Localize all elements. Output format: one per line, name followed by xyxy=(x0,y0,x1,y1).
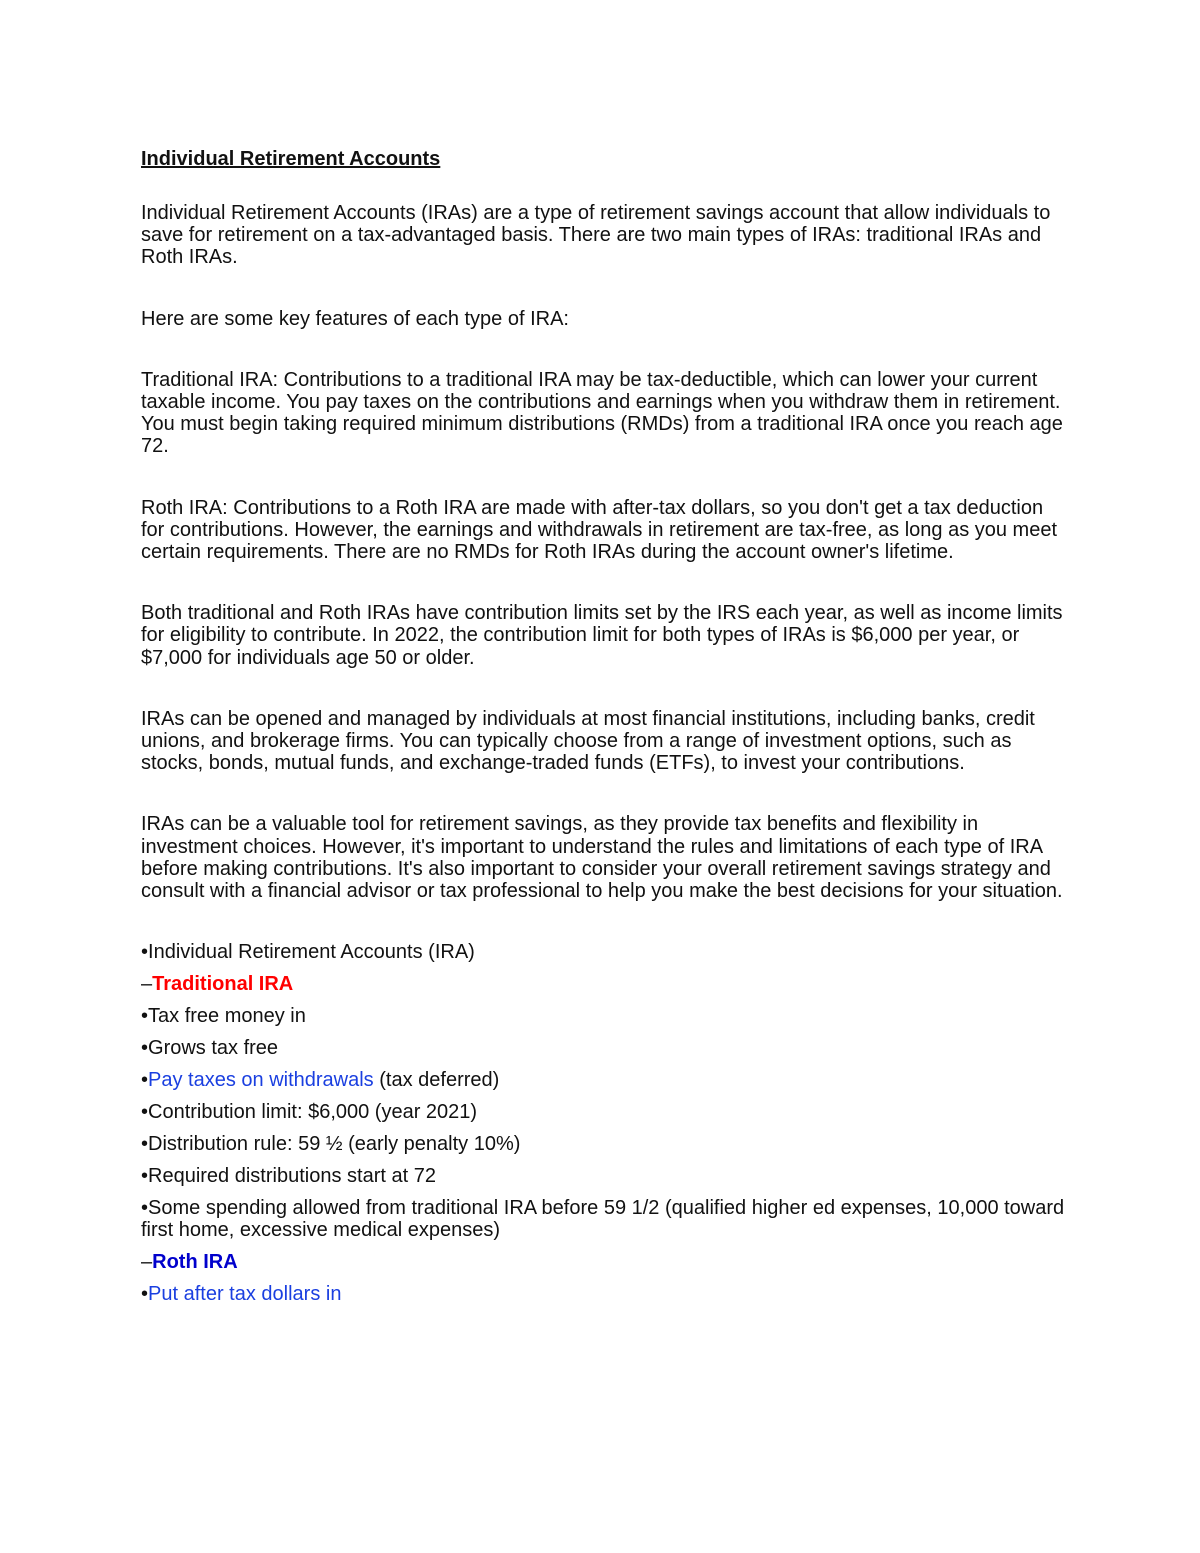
paragraph-conclusion: IRAs can be a valuable tool for retirement savings, as they provide tax benefits and flexibility in investment choices. However, it's important to understand the rules and limitations of each type of IRA before making contributions. It's also important to consider your overall retirement savings strategy and consult with a financial advisor or tax professional to help you make the best decisions for your situation. xyxy=(141,813,1063,903)
dash-symbol: – xyxy=(141,973,153,996)
paragraph-roth-ira: Roth IRA: Contributions to a Roth IRA are made with after-tax dollars, so you don't get a tax deduction for contributions. However, the earnings and withdrawals in retirement are tax-free, as long as you meet certain requirements. There are no RMDs for Roth IRAs during the account owner's lifetime. xyxy=(141,496,1058,564)
traditional-ira-heading: Traditional IRA xyxy=(152,973,294,996)
roth-ira-heading: Roth IRA xyxy=(152,1251,238,1274)
outline-item-highlight-text: Put after tax dollars in xyxy=(148,1283,342,1306)
outline-item-text: (tax deferred) xyxy=(373,1069,500,1092)
outline-item xyxy=(141,1197,1071,1241)
outline-item xyxy=(141,1037,1071,1059)
bullet-symbol: • xyxy=(141,1197,149,1220)
paragraph-contribution-limits: Both traditional and Roth IRAs have contribution limits set by the IRS each year, as well as income limits for eligibility to contribute. In 2022, the contribution limit for both types of IRAs is $6,000 per year, or $7,000 for individuals age 50 or older. xyxy=(141,602,1063,669)
outline-item xyxy=(141,1133,1071,1155)
outline-item-text: Tax free money in xyxy=(148,1005,306,1028)
document-body xyxy=(141,146,1071,1315)
outline-item xyxy=(141,1005,1071,1027)
bullet-symbol: • xyxy=(141,941,149,964)
bullet-symbol: • xyxy=(141,1005,149,1028)
outline-heading-traditional xyxy=(141,973,1071,995)
bullet-symbol: • xyxy=(141,1101,149,1124)
outline-item-text: Contribution limit: $6,000 (year 2021) xyxy=(148,1101,478,1124)
bullet-symbol: • xyxy=(141,1133,149,1156)
outline-item-text: Grows tax free xyxy=(148,1037,279,1060)
outline-item-main xyxy=(141,941,1071,963)
outline-item-text: Required distributions start at 72 xyxy=(148,1165,436,1188)
outline-item-text: Some spending allowed from traditional IRA before 59 1/2 (qualified higher ed expenses, 10,000 toward first home, excessive medical expenses) xyxy=(141,1197,1065,1242)
outline-item xyxy=(141,1165,1071,1187)
paragraph-opening-iras: IRAs can be opened and managed by individuals at most financial institutions, including banks, credit unions, and brokerage firms. You can typically choose from a range of investment options, such as stocks, bonds, mutual funds, and exchange-traded funds (ETFs), to invest your contributions. xyxy=(141,707,1035,775)
outline-item xyxy=(141,1101,1071,1123)
bullet-symbol: • xyxy=(141,1165,149,1188)
outline-item-highlight-text: Pay taxes on withdrawals xyxy=(148,1069,374,1092)
document-title: Individual Retirement Accounts xyxy=(141,148,441,170)
outline-heading-roth xyxy=(141,1251,1071,1273)
bullet-symbol: • xyxy=(141,1037,149,1060)
outline-item xyxy=(141,1069,1071,1091)
outline-item xyxy=(141,1283,1071,1305)
outline-item-text: Distribution rule: 59 ½ (early penalty 10%) xyxy=(148,1133,521,1156)
paragraph-traditional-ira: Traditional IRA: Contributions to a traditional IRA may be tax-deductible, which can lower your current taxable income. You pay taxes on the contributions and earnings when you withdraw them in retirement. You must begin taking required minimum distributions (RMDs) from a traditional IRA once you reach age 72. xyxy=(141,368,1063,458)
bullet-symbol: • xyxy=(141,1283,149,1306)
dash-symbol: – xyxy=(141,1251,153,1274)
paragraph-key-features: Here are some key features of each type of IRA: xyxy=(141,307,569,330)
outline-item-text: Individual Retirement Accounts (IRA) xyxy=(148,941,475,964)
outline-list xyxy=(141,941,1071,1305)
bullet-symbol: • xyxy=(141,1069,149,1092)
paragraph-intro: Individual Retirement Accounts (IRAs) are a type of retirement savings account that allow individuals to save for retirement on a tax-advantaged basis. There are two main types of IRAs: traditional IRAs and Roth IRAs. xyxy=(141,202,1051,269)
